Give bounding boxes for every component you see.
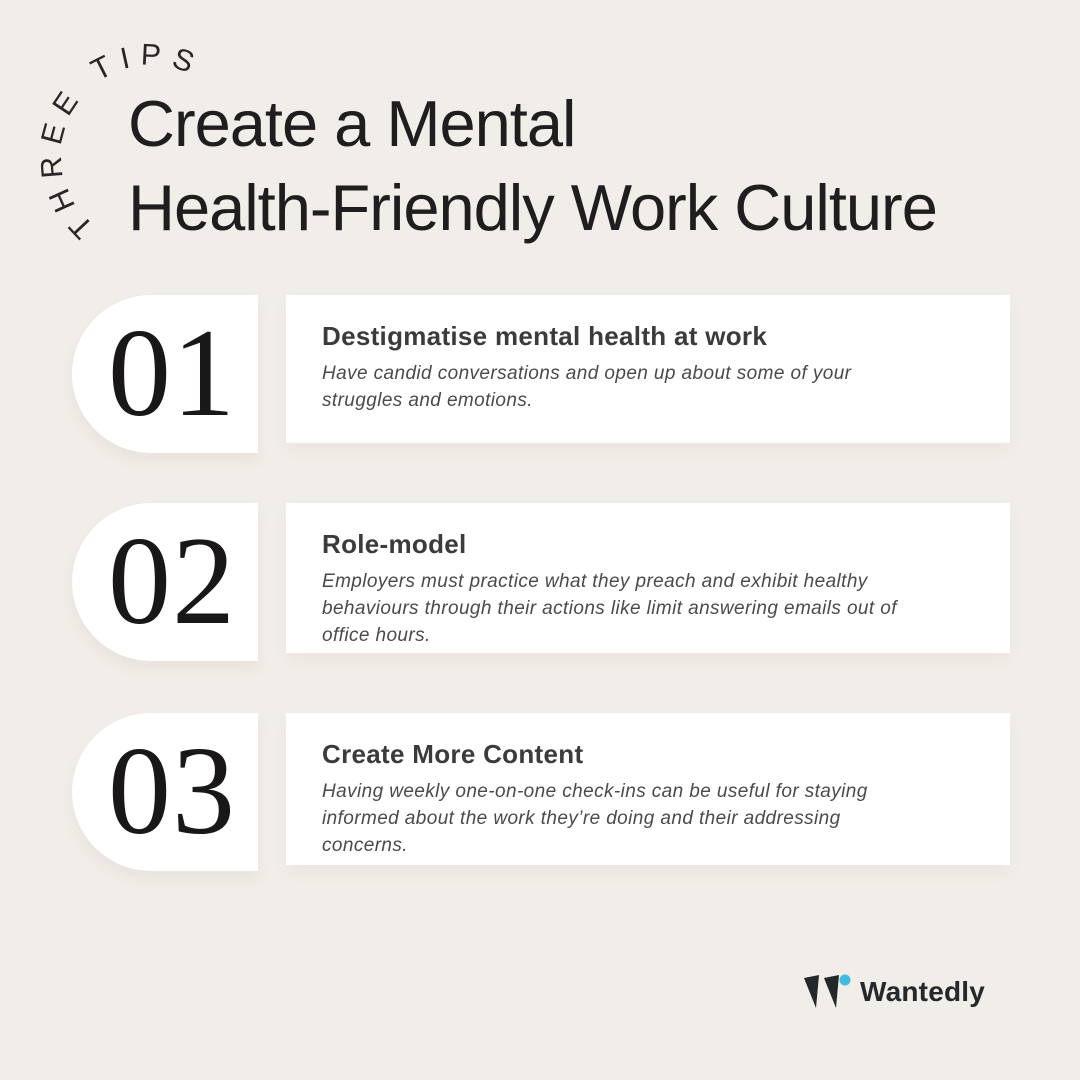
title-line-1: Create a Mental [128,87,576,160]
brand-wordmark: Wantedly [860,976,986,1007]
tip-number-1: 01 [108,304,236,443]
tip-number-tile-1 [72,295,258,453]
brand-logo [802,973,985,1011]
tip-card-1 [286,295,1010,443]
tip-body-1: Have candid conversations and open up about some of your struggles and emotions. [322,363,852,411]
tip-body-3: Having weekly one-on-one check-ins can be useful for staying informed about the work they’re doing and their addressing concerns. [322,781,868,856]
tip-number-2: 02 [108,512,236,651]
tip-heading-3: Create More Content [322,739,584,769]
tip-number-3: 03 [108,722,236,861]
tip-card-3 [286,713,1010,865]
wantedly-dot [840,975,851,986]
arc-text: THREE TIPS [34,38,208,245]
tip-card-2 [286,503,1010,653]
title-line-2: Health-Friendly Work Culture [128,171,937,244]
tip-number-tile-3 [72,713,258,871]
tip-heading-2: Role-model [322,529,467,559]
tip-number-tile-2 [72,503,258,661]
wantedly-mark-icon [802,973,852,1011]
page-title [128,82,937,250]
tip-body-2: Employers must practice what they preach and exhibit healthy behaviours through their actions like limit answering emails out of office hours. [322,571,897,646]
tip-heading-1: Destigmatise mental health at work [322,321,768,351]
